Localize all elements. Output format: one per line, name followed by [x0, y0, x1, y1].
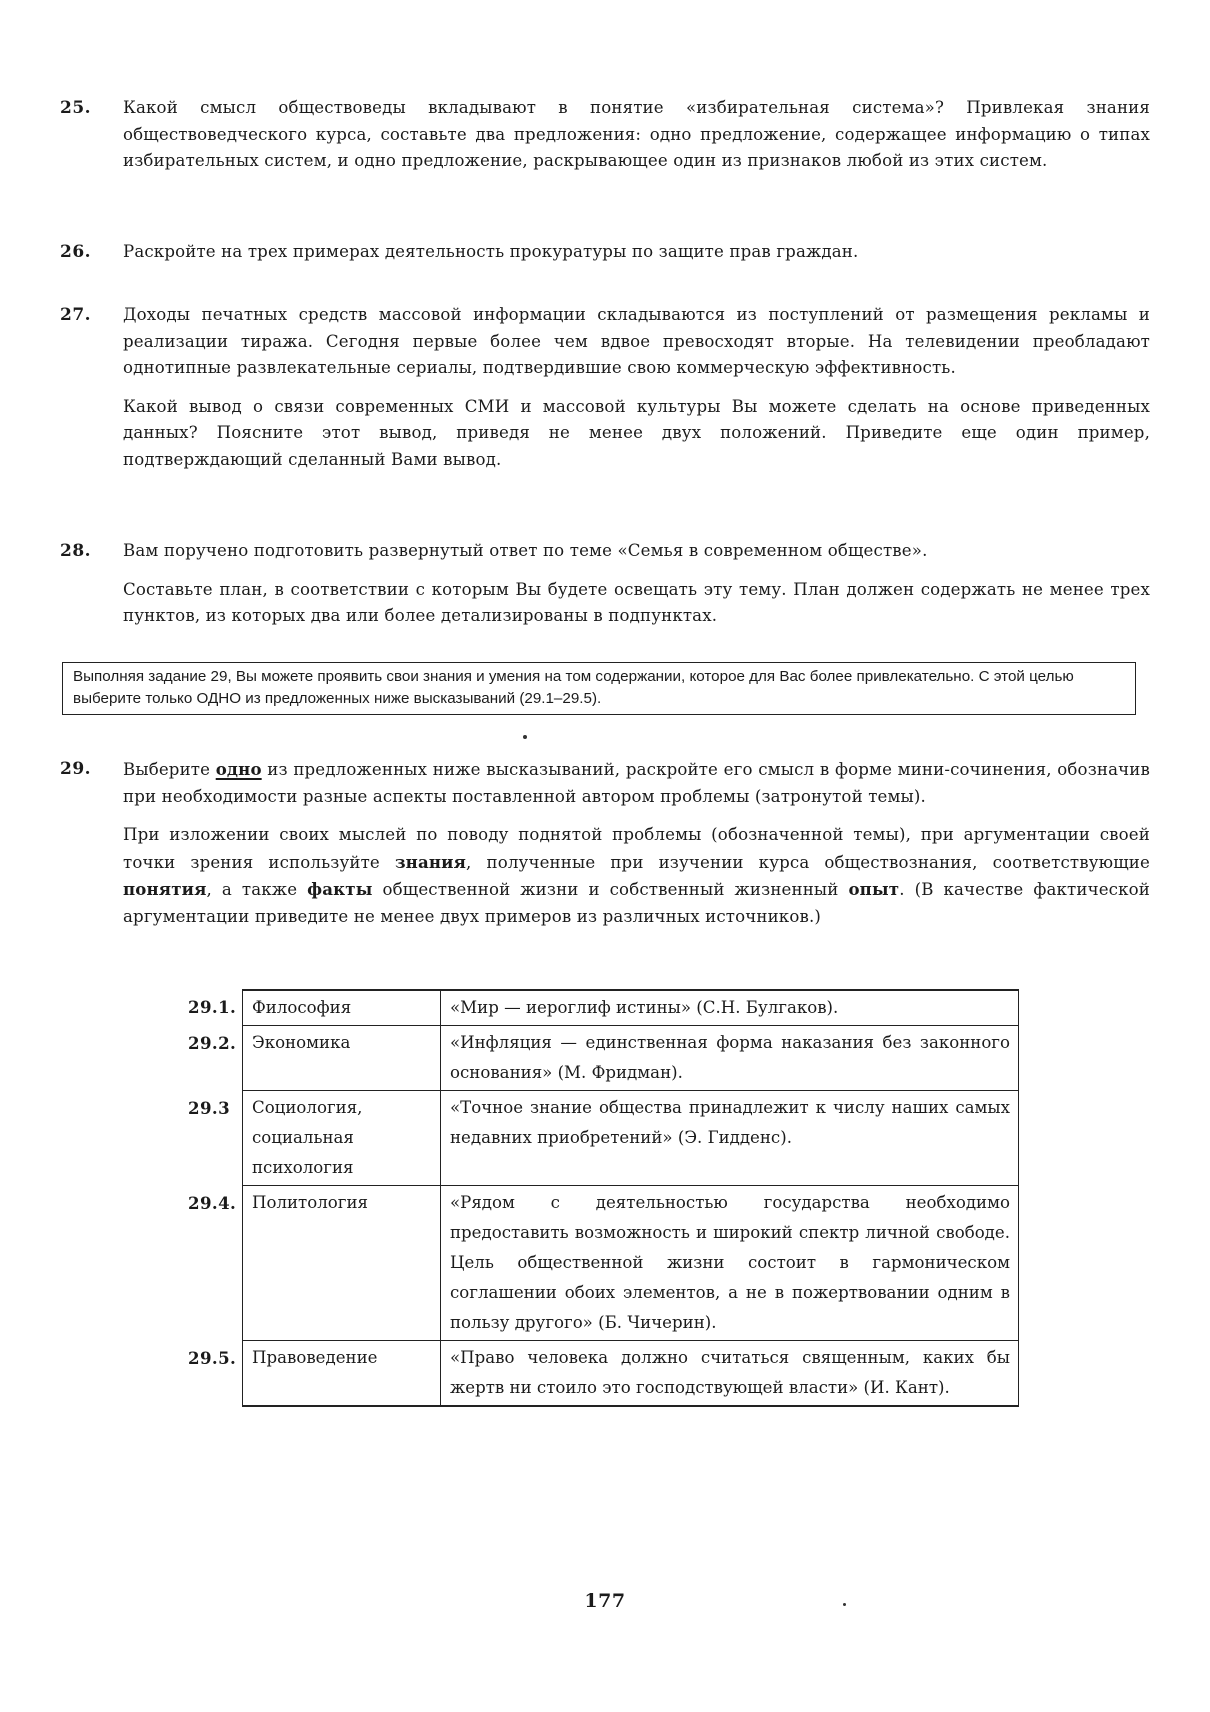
- option-number: 29.2.: [188, 1032, 237, 1053]
- question-number: 28.: [60, 541, 92, 561]
- option-number: 29.4.: [188, 1192, 237, 1213]
- option-quote: «Право человека должно считаться священным, каких бы жертв ни стоило это господствующей власти» (И. Кант).: [441, 1341, 1019, 1407]
- question-body: [123, 538, 1150, 630]
- option-quote: «Мир — иероглиф истины» (С.Н. Булгаков).: [441, 990, 1019, 1026]
- option-subject: Правоведение: [243, 1341, 441, 1407]
- emphasis-knowledge: знания: [394, 851, 467, 872]
- emphasis-facts: факты: [307, 879, 373, 899]
- table-row: [180, 990, 1019, 1026]
- question-number: 29.: [60, 759, 92, 779]
- question-27: [60, 302, 1150, 473]
- guidance-text: , а также: [206, 880, 308, 899]
- guidance-text: общественной жизни и собственный жизненный: [372, 880, 849, 899]
- print-speck: [523, 735, 527, 739]
- question-25: [60, 95, 1150, 175]
- question-body: [123, 756, 1150, 930]
- question-instruction: [123, 756, 1150, 810]
- quotes-table: [180, 989, 1019, 1407]
- question-body: [123, 95, 1150, 175]
- option-quote: «Рядом с деятельностью государства необходимо предоставить возможность и широкий спектр личной свободе. Цель общественной жизни состоит в гармоническом соглашении обоих элементов, а не в пожертвовании одним в пользу другого» (Б. Чичерин).: [441, 1186, 1019, 1341]
- emphasis-one: одно: [215, 759, 262, 779]
- task-29-notice: Выполняя задание 29, Вы можете проявить свои знания и умения на том содержании, которое для Вас более привлекательно. С этой целью выберите только ОДНО из предложенных ниже высказываний (29.1–29.5).: [62, 662, 1136, 715]
- guidance-text: . (В качестве фактической аргументации приведите не менее двух примеров из различных источников.): [123, 880, 1150, 926]
- table-row: [180, 1091, 1019, 1186]
- emphasis-concepts: понятия: [123, 879, 207, 899]
- option-quote: «Инфляция — единственная форма наказания без законного основания» (М. Фридман).: [441, 1026, 1019, 1091]
- option-subject: Социология, социальная психология: [243, 1091, 441, 1186]
- option-subject: Философия: [243, 990, 441, 1026]
- question-text: Вам поручено подготовить развернутый ответ по теме «Семья в современном обществе».: [123, 541, 928, 560]
- question-body: [123, 239, 1150, 266]
- question-29: [60, 756, 1150, 930]
- question-26: [60, 239, 1150, 266]
- question-task-text: Составьте план, в соответствии с которым Вы будете освещать эту тему. План должен содержать не менее трех пунктов, из которых два или более детализированы в подпунктах.: [123, 579, 1150, 625]
- option-number: 29.5.: [188, 1347, 237, 1368]
- option-subject: Экономика: [243, 1026, 441, 1091]
- guidance-text: При изложении своих мыслей по поводу поднятой проблемы (обозначенной темы), при аргументации своей точки зрения используйте: [123, 825, 1150, 872]
- option-number: 29.3: [188, 1097, 231, 1118]
- question-task-text: Какой вывод о связи современных СМИ и массовой культуры Вы можете сделать на основе приведенных данных? Поясните этот вывод, приведя не менее двух положений. Приведите еще один пример, подтверждающий сделанный Вами вывод.: [123, 396, 1150, 469]
- question-28: [60, 538, 1150, 630]
- question-number: 25.: [60, 98, 92, 118]
- table-row: [180, 1341, 1019, 1407]
- page-number: 177: [584, 1590, 626, 1612]
- question-number: 27.: [60, 305, 92, 325]
- emphasis-experience: опыт: [848, 879, 900, 899]
- question-guidance: [123, 822, 1150, 930]
- question-text: Раскройте на трех примерах деятельность прокуратуры по защите прав граждан.: [123, 242, 859, 261]
- instruction-text: из предложенных ниже высказываний, раскройте его смысл в форме мини-сочинения, обозначив при необходимости разные аспекты поставленной автором проблемы (затронутой темы).: [123, 760, 1150, 806]
- question-body: [123, 302, 1150, 473]
- instruction-text: Выберите: [123, 760, 216, 779]
- option-quote: «Точное знание общества принадлежит к числу наших самых недавних приобретений» (Э. Гидденс).: [441, 1091, 1019, 1186]
- question-context-text: Доходы печатных средств массовой информации складываются из поступлений от размещения рекламы и реализации тиража. Сегодня первые более чем вдвое превосходят вторые. На телевидении преобладают однотипные развлекательные сериалы, подтвердившие свою коммерческую эффективность.: [123, 305, 1150, 377]
- option-number: 29.1.: [188, 997, 237, 1017]
- table-row: [180, 1026, 1019, 1091]
- guidance-text: , полученные при изучении курса обществознания, соответствующие: [466, 852, 1150, 872]
- question-number: 26.: [60, 242, 92, 262]
- question-text: Какой смысл обществоведы вкладывают в понятие «избирательная система»? Привлекая знания обществоведческого курса, составьте два предложения: одно предложение, содержащее информацию о типах избирательных систем, и одно предложение, раскрывающее один из признаков любой из этих систем.: [123, 98, 1150, 170]
- option-subject: Политология: [243, 1186, 441, 1341]
- print-speck: [843, 1603, 846, 1606]
- table-row: [180, 1186, 1019, 1341]
